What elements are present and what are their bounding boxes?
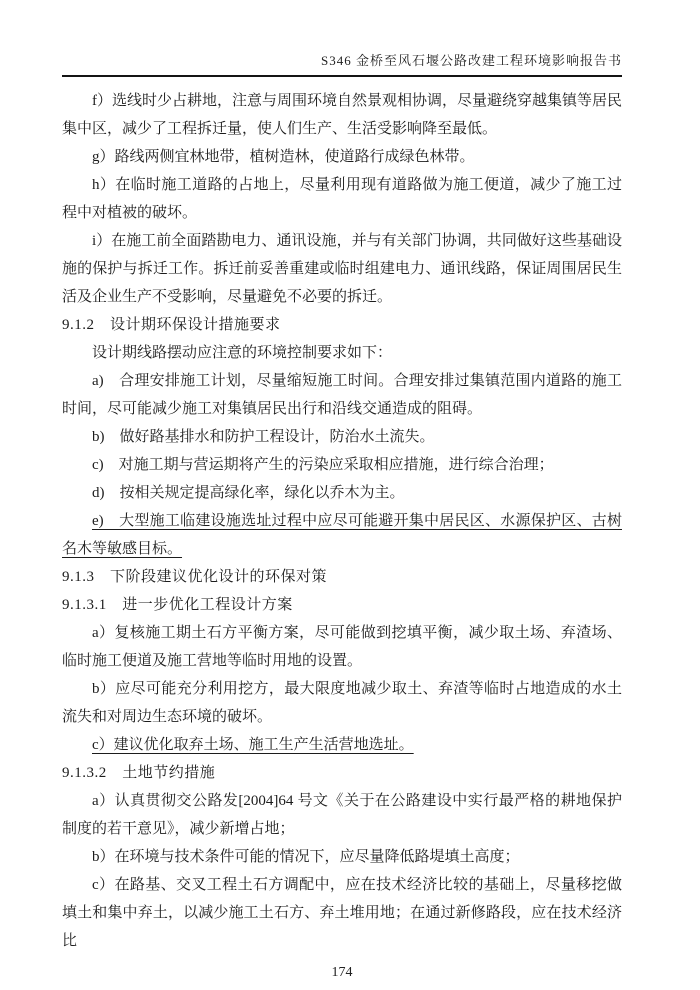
header-title: S346 金桥至风石堰公路改建工程环境影响报告书 [321, 53, 622, 68]
page-footer [62, 963, 622, 983]
paragraph: c）建议优化取弃土场、施工生产生活营地选址。 [92, 737, 414, 753]
paragraph: c）在路基、交叉工程土石方调配中，应在技术经济比较的基础上，尽量移挖做填土和集中弃土，以减少施工土石方、弃土堆用地；在通过新修路段，应在技术经济比 [62, 877, 622, 949]
paragraph: a) 合理安排施工计划，尽量缩短施工时间。合理安排过集镇范围内道路的施工时间，尽可能减少施工对集镇居民出行和沿线交通造成的阻碍。 [62, 373, 622, 417]
section-heading: 9.1.2 设计期环保设计措施要求 [62, 317, 281, 333]
paragraph: 设计期线路摆动应注意的环境控制要求如下： [92, 345, 393, 361]
paragraph: b）应尽可能充分利用挖方，最大限度地减少取土、弃渣等临时占地造成的水土流失和对周边生态环境的破坏。 [62, 681, 622, 725]
paragraph: b）在环境与技术条件可能的情况下，应尽量降低路堤填土高度； [92, 849, 520, 865]
paragraph: h）在临时施工道路的占地上，尽量利用现有道路做为施工便道，减少了施工过程中对植被的破坏。 [62, 177, 622, 221]
paragraph: g）路线两侧宜林地带，植树造林，使道路行成绿色林带。 [92, 149, 475, 165]
paragraph: i）在施工前全面踏勘电力、通讯设施，并与有关部门协调，共同做好这些基础设施的保护与拆迁工作。拆迁前妥善重建或临时组建电力、通讯线路，保证周围居民生活及企业生产不受影响，尽量避免不必要的拆迁。 [62, 233, 622, 305]
section-heading: 9.1.3.1 进一步优化工程设计方案 [62, 597, 293, 613]
paragraph: a）认真贯彻交公路发[2004]64 号文《关于在公路建设中实行最严格的耕地保护制度的若干意见》，减少新增占地； [62, 793, 622, 837]
document-body [62, 87, 622, 955]
section-heading: 9.1.3 下阶段建议优化设计的环保对策 [62, 569, 328, 585]
section-heading: 9.1.3.2 土地节约措施 [62, 765, 216, 781]
paragraph: b) 做好路基排水和防护工程设计，防治水土流失。 [92, 429, 435, 445]
paragraph: c) 对施工期与营运期将产生的污染应采取相应措施，进行综合治理； [92, 457, 554, 473]
page-header [62, 52, 622, 77]
paragraph: e) 大型施工临建设施选址过程中应尽可能避开集中居民区、水源保护区、古树名木等敏感目标。 [62, 513, 622, 557]
page-number: 174 [331, 965, 353, 980]
paragraph: d) 按相关规定提高绿化率，绿化以乔木为主。 [92, 485, 405, 501]
paragraph: f）选线时少占耕地，注意与周围环境自然景观相协调，尽量避绕穿越集镇等居民集中区，减少了工程拆迁量，使人们生产、生活受影响降至最低。 [62, 93, 622, 137]
paragraph: a）复核施工期土石方平衡方案，尽可能做到挖填平衡，减少取土场、弃渣场、临时施工便道及施工营地等临时用地的设置。 [62, 625, 622, 669]
